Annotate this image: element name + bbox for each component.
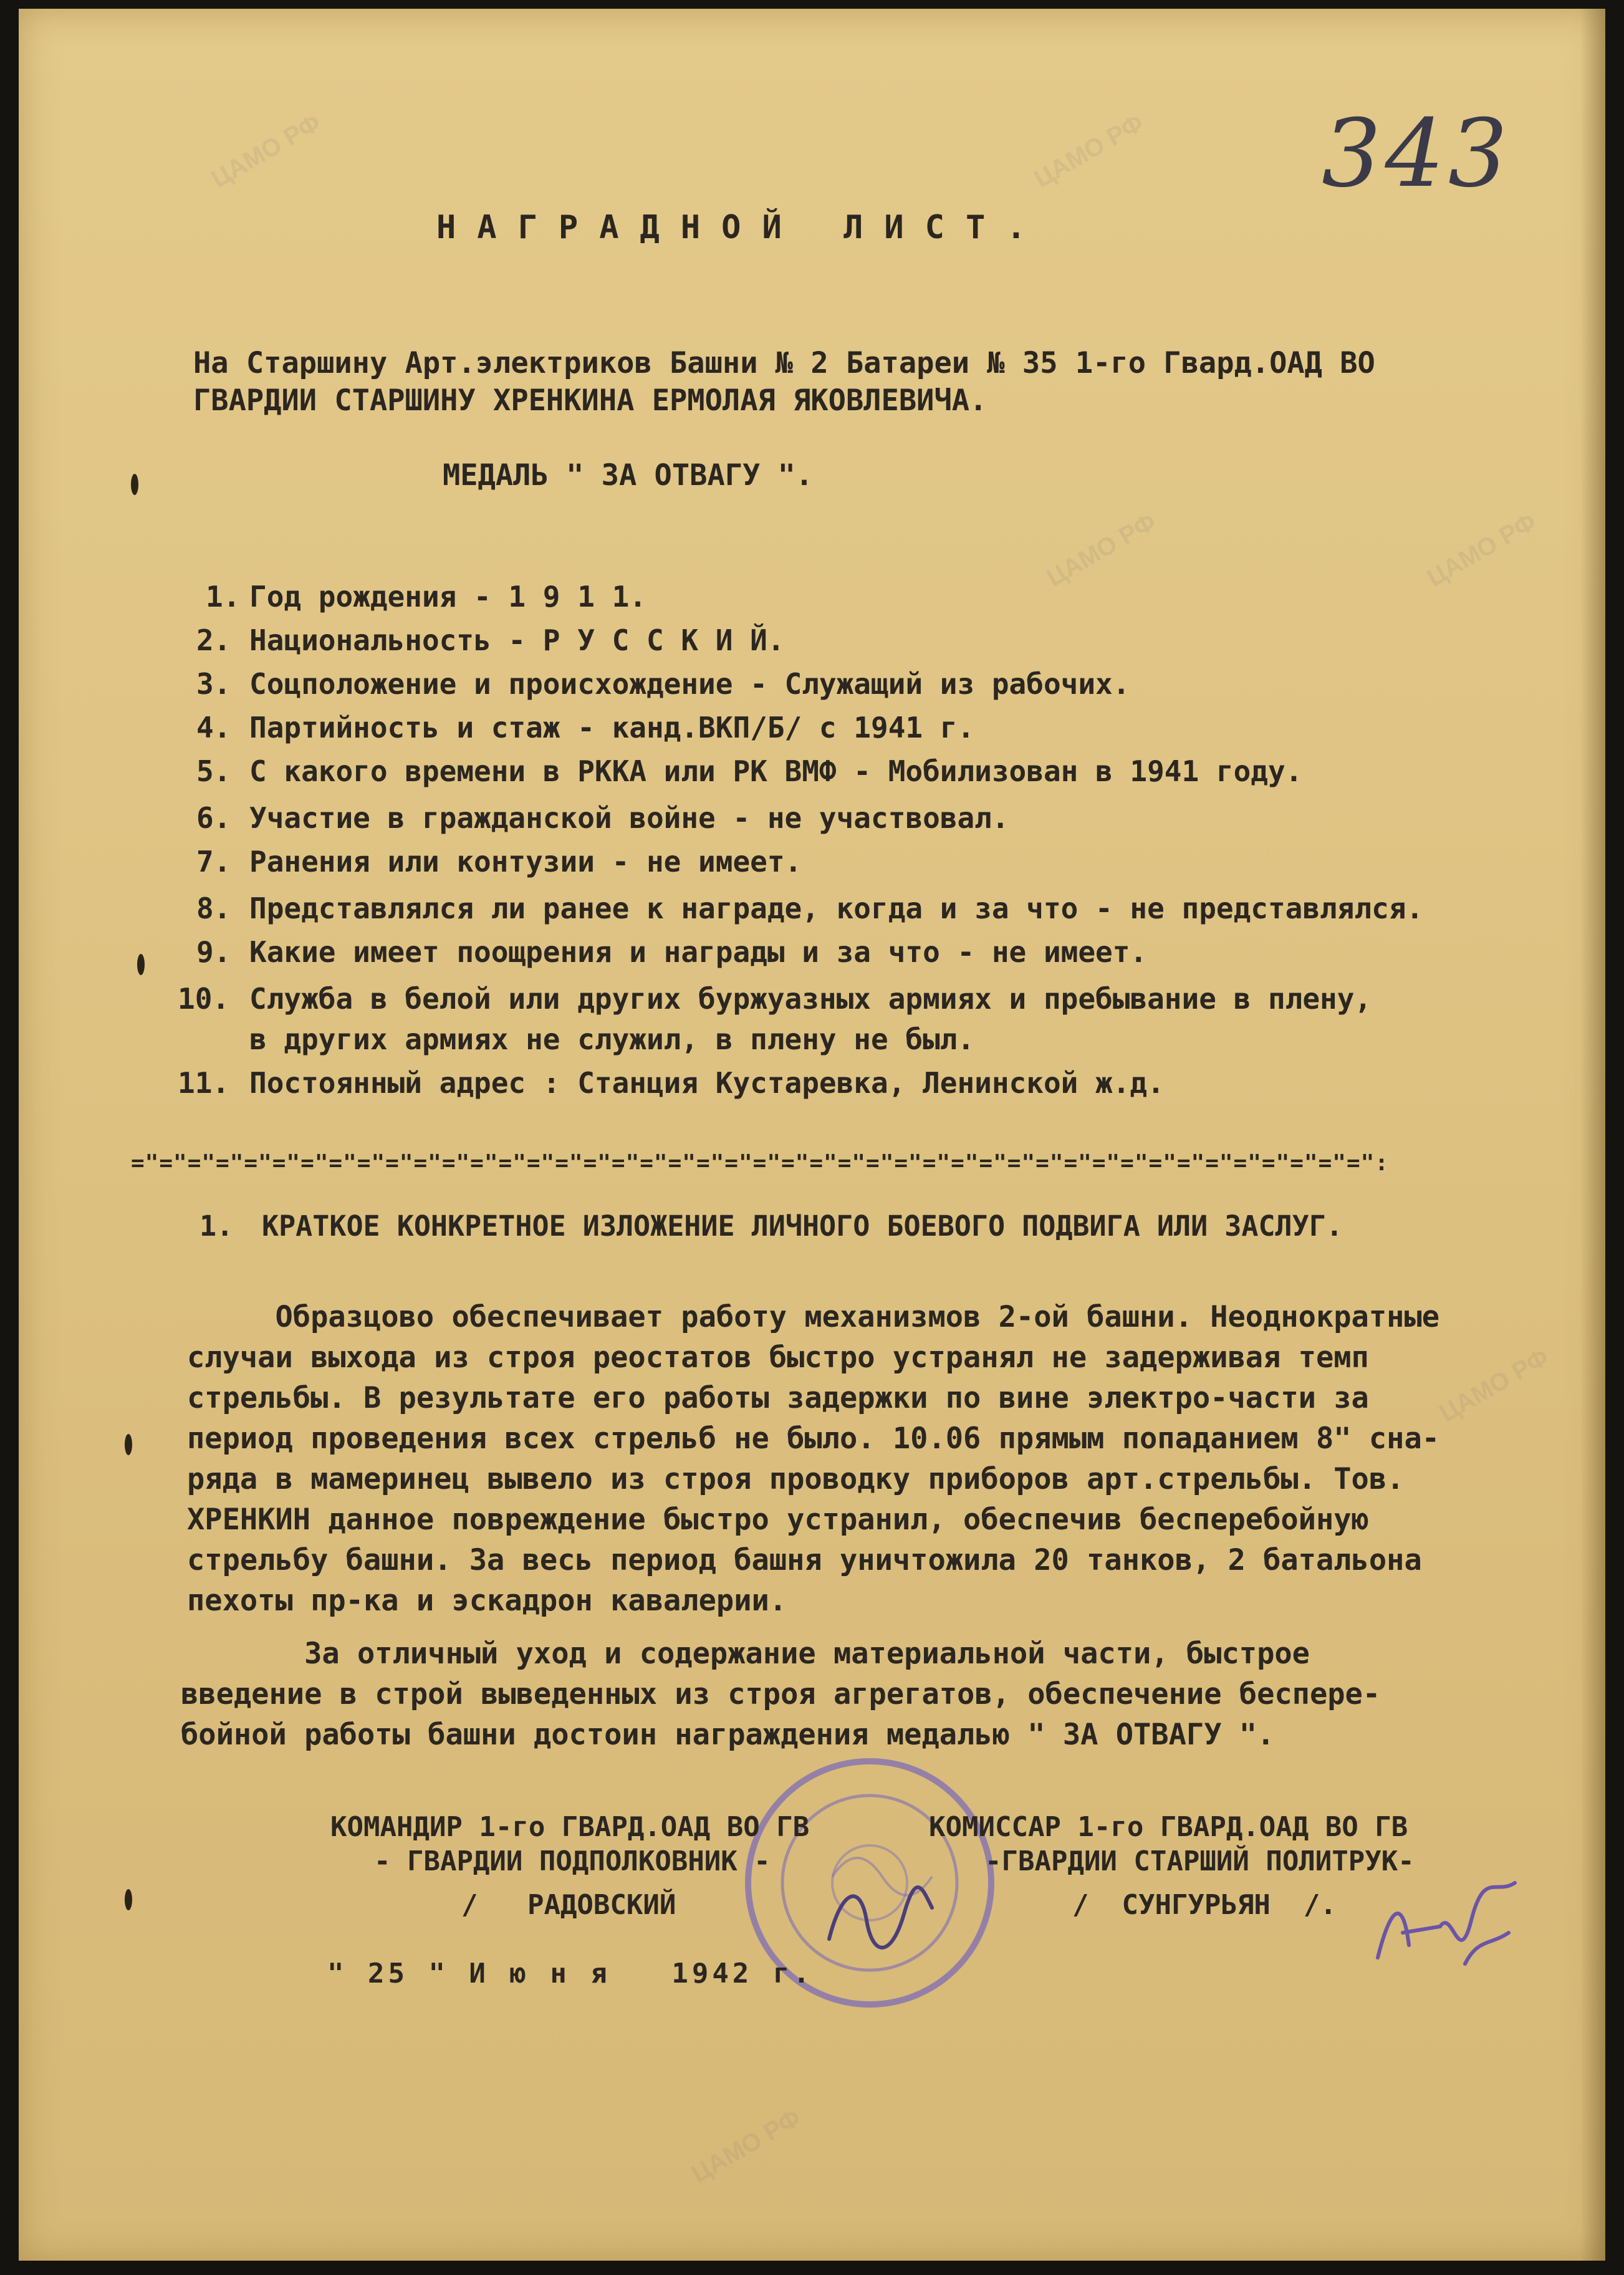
paragraph-line: бойной работы башни достоин награждения медалью " ЗА ОТВАГУ ". <box>181 1718 1275 1752</box>
binder-hole <box>131 474 138 495</box>
list-item-number: 6. <box>196 801 231 835</box>
watermark: ЦАМО РФ <box>1422 507 1541 592</box>
list-item-number: 8. <box>196 892 231 925</box>
page-edge-shadow <box>1580 9 1605 2261</box>
paragraph-line: стрельбу башни. За весь период башня уничтожила 20 танков, 2 батальона <box>187 1543 1422 1577</box>
commander-signature <box>817 1864 941 1964</box>
paragraph-line: пехоты пр-ка и эскадрон кавалерии. <box>187 1584 787 1618</box>
list-item-text: Служба в белой или других буржуазных армиях и пребывание в плену, <box>249 982 1372 1016</box>
section-heading: КРАТКОЕ КОНКРЕТНОЕ ИЗЛОЖЕНИЕ ЛИЧНОГО БОЕВОГО ПОДВИГА ИЛИ ЗАСЛУГ. <box>262 1210 1343 1243</box>
paragraph-line: период проведения всех стрельб не было. 10.06 прямым попаданием 8" сна- <box>187 1421 1440 1456</box>
list-item-text: Партийность и стаж - канд.ВКП/Б/ с 1941 г. <box>249 711 975 744</box>
list-item-text: Постоянный адрес : Станция Кустаревка, Ленинской ж.д. <box>249 1066 1165 1100</box>
list-item-text: в других армиях не служил, в плену не был. <box>249 1022 975 1056</box>
commissar-rank: -ГВАРДИИ СТАРШИЙ ПОЛИТРУК- <box>985 1845 1415 1877</box>
binder-hole <box>125 1434 132 1455</box>
award-name: МЕДАЛЬ " ЗА ОТВАГУ ". <box>443 458 814 493</box>
list-item-number: 9. <box>196 935 231 969</box>
commander-name: / РАДОВСКИЙ <box>461 1889 676 1921</box>
watermark: ЦАМО РФ <box>1042 507 1161 592</box>
list-item-text: Год рождения - 1 9 1 1. <box>249 580 646 613</box>
paragraph-line: Образцово обеспечивает работу механизмов 2-ой башни. Неоднократные <box>187 1300 1440 1334</box>
list-item-text: Соцположение и происхождение - Служащий из рабочих. <box>249 667 1130 701</box>
list-item-text: Представлялся ли ранее к награде, когда и за что - не представлялся. <box>249 892 1424 925</box>
commander-title: КОМАНДИР 1-го ГВАРД.ОАД ВО ГВ <box>330 1811 810 1843</box>
list-item-text: Национальность - Р У С С К И Й. <box>249 623 785 657</box>
list-item-number: 4. <box>196 711 231 744</box>
list-item-number: 1. <box>206 580 241 613</box>
commissar-title: КОМИССАР 1-го ГВАРД.ОАД ВО ГВ <box>929 1811 1408 1843</box>
paragraph-line: введение в строй выведенных из строя агрегатов, обеспечение бесперe- <box>181 1677 1381 1711</box>
document-date: " 25 " И ю н я 1942 г. <box>327 1958 814 1989</box>
list-item-number: 7. <box>196 845 231 878</box>
section-number: 1. <box>199 1210 234 1243</box>
list-item-number: 2. <box>196 623 231 657</box>
archive-number: 343 <box>1322 100 1512 208</box>
nominee-line-2: ГВАРДИИ СТАРШИНУ ХРЕНКИНА ЕРМОЛАЯ ЯКОВЛЕВИЧА. <box>193 383 987 418</box>
list-item-number: 11. <box>178 1066 230 1100</box>
list-item-text: Ранения или контузии - не имеет. <box>249 845 802 878</box>
separator-line: ="="="="="="="="="="="="="="="="="="="="="="="="="="="="="="="="="="="="="="="="="="="=": <box>131 1150 1389 1176</box>
list-item-number: 3. <box>196 667 231 701</box>
watermark: ЦАМО РФ <box>686 2104 805 2188</box>
watermark: ЦАМО РФ <box>1029 108 1148 193</box>
paragraph-line: ряда в мамеринец вывело из строя проводку приборов арт.стрельбы. Тов. <box>187 1462 1405 1496</box>
list-item-number: 5. <box>196 754 231 788</box>
list-item-number: 10. <box>178 982 230 1016</box>
list-item-text: Какие имеет поощрения и награды и за что - не имеет. <box>249 935 1148 969</box>
list-item-text: Участие в гражданской войне - не участвовал. <box>249 801 1009 835</box>
commander-rank: - ГВАРДИИ ПОДПОЛКОВНИК - <box>374 1845 771 1877</box>
commissar-name: / СУНГУРЬЯН /. <box>1072 1889 1337 1921</box>
paragraph-line: случаи выхода из строя реостатов быстро устранял не задерживая темп <box>187 1340 1369 1375</box>
paragraph-line: ХРЕНКИН данное повреждение быстро устранил, обеспечив бесперебойную <box>187 1503 1369 1537</box>
paragraph-line: За отличный уход и содержание материальной части, быстрое <box>181 1637 1310 1671</box>
nominee-line-1: На Старшину Арт.электриков Башни № 2 Батареи № 35 1-го Гвард.ОАД ВО <box>193 346 1375 380</box>
watermark: ЦАМО РФ <box>206 108 325 193</box>
binder-hole <box>137 954 145 975</box>
paragraph-line: стрельбы. В результате его работы задержки по вине электро-части за <box>187 1381 1369 1415</box>
watermark: ЦАМО РФ <box>1434 1343 1554 1428</box>
commissar-signature <box>1365 1870 1527 1995</box>
binder-hole <box>125 1889 132 1910</box>
list-item-text: С какого времени в РККА или РК ВМФ - Мобилизован в 1941 году. <box>249 754 1303 788</box>
document-title: НАГРАДНОЙ ЛИСТ. <box>436 209 1047 246</box>
